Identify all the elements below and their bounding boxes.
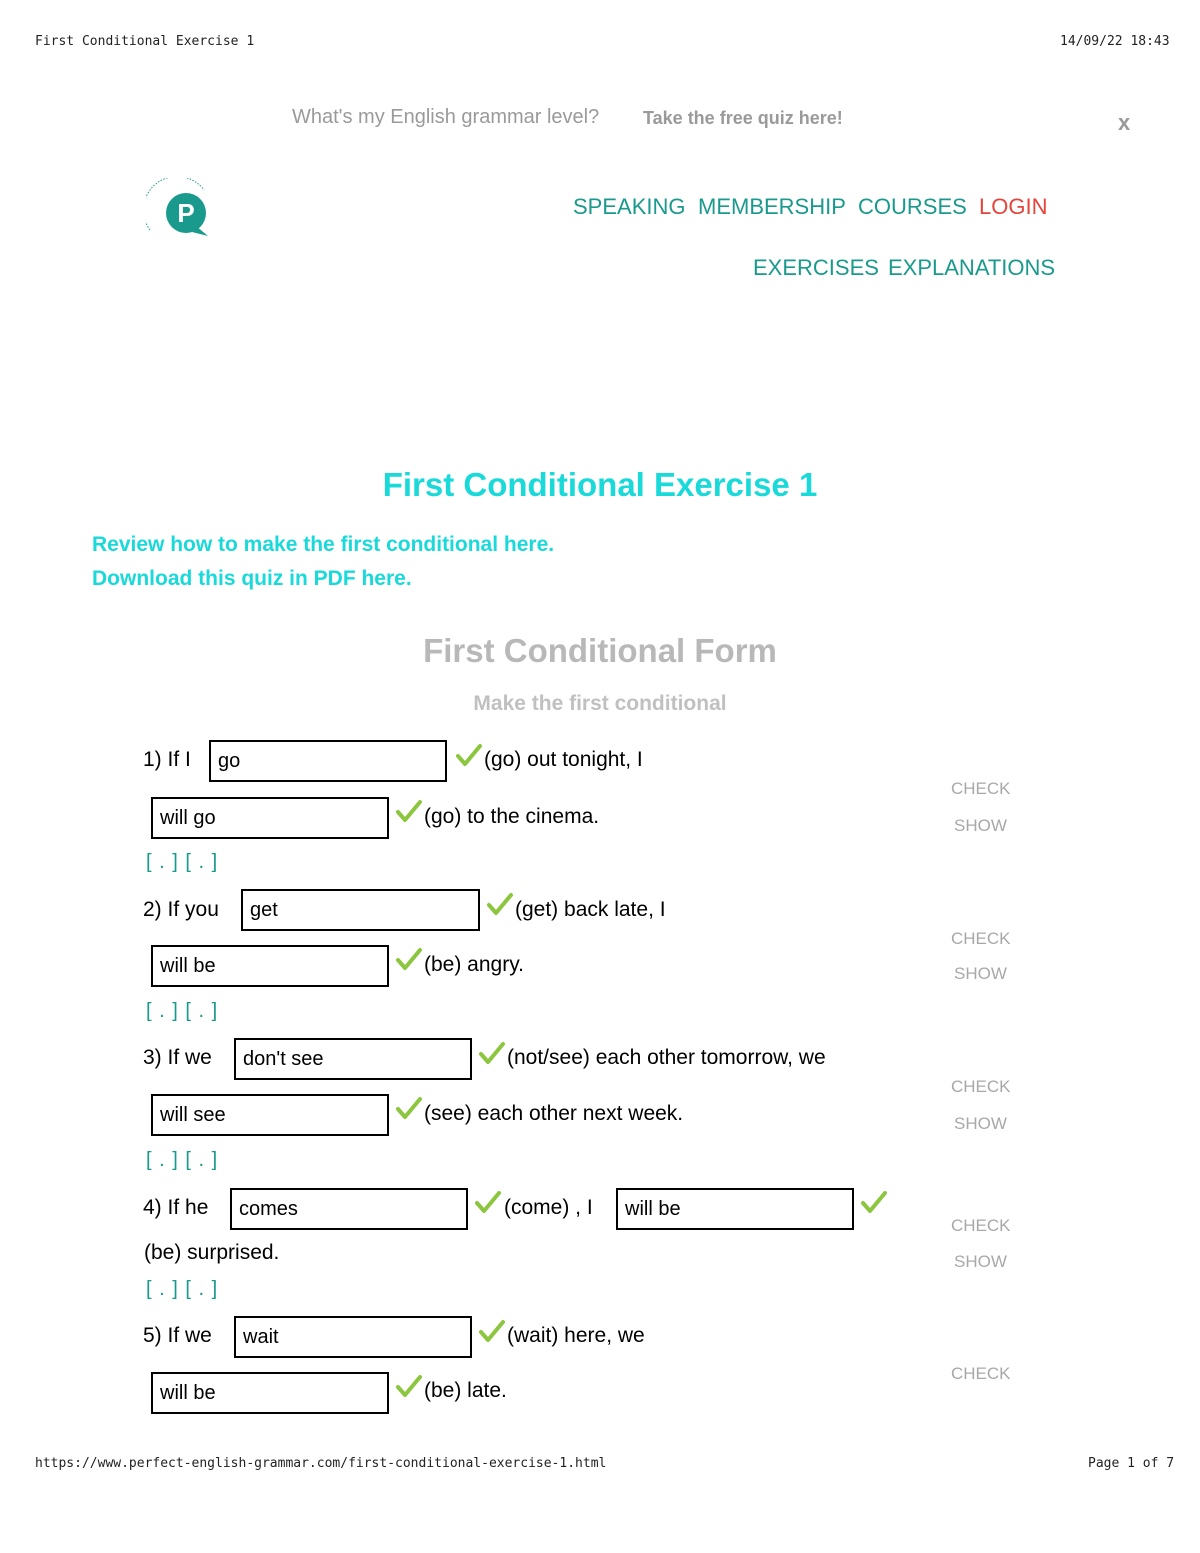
correct-check-icon: [396, 799, 422, 825]
correct-check-icon: [479, 1319, 505, 1345]
correct-check-icon: [475, 1190, 501, 1216]
print-footer-page: Page 1 of 7: [1088, 1456, 1175, 1471]
nav-explanations[interactable]: EXPLANATIONS: [888, 255, 1056, 280]
check-button[interactable]: CHECK: [951, 929, 1011, 948]
nav-membership[interactable]: MEMBERSHIP: [698, 194, 846, 219]
question-text: (see) each other next week.: [424, 1102, 684, 1125]
page-title: First Conditional Exercise 1: [382, 466, 818, 503]
nav-login[interactable]: LOGIN: [979, 194, 1048, 219]
hint-buttons[interactable]: [ . ] [ . ]: [146, 1278, 219, 1300]
hint-buttons[interactable]: [ . ] [ . ]: [146, 851, 219, 873]
check-button[interactable]: CHECK: [951, 1216, 1011, 1235]
print-header-datetime: 14/09/22 18:43: [1060, 34, 1170, 49]
question-text: (not/see) each other tomorrow, we: [507, 1046, 826, 1069]
answer-input-4a[interactable]: [230, 1188, 468, 1230]
answer-input-3b[interactable]: [151, 1094, 389, 1136]
question-text: (be) late.: [424, 1379, 507, 1402]
nav-courses[interactable]: COURSES: [858, 194, 967, 219]
check-button[interactable]: CHECK: [951, 779, 1011, 798]
correct-check-icon: [861, 1190, 887, 1216]
section-subtitle: Make the first conditional: [473, 692, 727, 715]
answer-input-5a[interactable]: [234, 1316, 472, 1358]
logo-icon: [146, 178, 210, 242]
hint-buttons[interactable]: [ . ] [ . ]: [146, 1000, 219, 1022]
check-button[interactable]: CHECK: [951, 1364, 1011, 1383]
answer-input-1a[interactable]: [209, 740, 447, 782]
question-lead: 1) If I: [143, 748, 191, 771]
question-text: (be) angry.: [424, 953, 524, 976]
correct-check-icon: [456, 743, 482, 769]
show-button[interactable]: SHOW: [954, 1252, 1007, 1271]
correct-check-icon: [487, 892, 513, 918]
show-button[interactable]: SHOW: [954, 816, 1007, 835]
question-text: (wait) here, we: [507, 1324, 645, 1347]
question-lead: 2) If you: [143, 898, 219, 921]
nav-speaking[interactable]: SPEAKING: [573, 194, 686, 219]
correct-check-icon: [396, 947, 422, 973]
answer-input-2b[interactable]: [151, 945, 389, 987]
answer-input-1b[interactable]: [151, 797, 389, 839]
correct-check-icon: [396, 1096, 422, 1122]
answer-input-2a[interactable]: [241, 889, 480, 931]
question-text: (get) back late, I: [515, 898, 666, 921]
logo-letter: P: [177, 198, 195, 228]
question-text: (go) to the cinema.: [424, 805, 600, 828]
question-text: (go) out tonight, I: [484, 748, 643, 771]
question-text: (come) , I: [504, 1196, 593, 1219]
question-lead: 5) If we: [143, 1324, 212, 1347]
promo-close-button[interactable]: x: [1118, 110, 1131, 135]
print-header-title: First Conditional Exercise 1: [35, 34, 255, 49]
nav-exercises[interactable]: EXERCISES: [753, 255, 879, 280]
correct-check-icon: [396, 1374, 422, 1400]
hint-buttons[interactable]: [ . ] [ . ]: [146, 1149, 219, 1171]
show-button[interactable]: SHOW: [954, 964, 1007, 983]
print-footer-url: https://www.perfect-english-grammar.com/first-conditional-exercise-1.html: [35, 1456, 607, 1471]
question-lead: 3) If we: [143, 1046, 212, 1069]
download-pdf-link[interactable]: Download this quiz in PDF here.: [92, 567, 412, 590]
answer-input-3a[interactable]: [234, 1038, 472, 1080]
show-button[interactable]: SHOW: [954, 1114, 1007, 1133]
promo-quiz-link[interactable]: Take the free quiz here!: [643, 108, 843, 128]
question-lead: 4) If he: [143, 1196, 209, 1219]
site-logo[interactable]: [146, 178, 210, 242]
answer-input-5b[interactable]: [151, 1372, 389, 1414]
section-title: First Conditional Form: [423, 632, 777, 669]
check-button[interactable]: CHECK: [951, 1077, 1011, 1096]
review-link[interactable]: Review how to make the first conditional here.: [92, 533, 555, 556]
question-text: (be) surprised.: [144, 1241, 280, 1264]
answer-input-4b[interactable]: [616, 1188, 854, 1230]
promo-question: What's my English grammar level?: [292, 106, 600, 128]
correct-check-icon: [479, 1041, 505, 1067]
